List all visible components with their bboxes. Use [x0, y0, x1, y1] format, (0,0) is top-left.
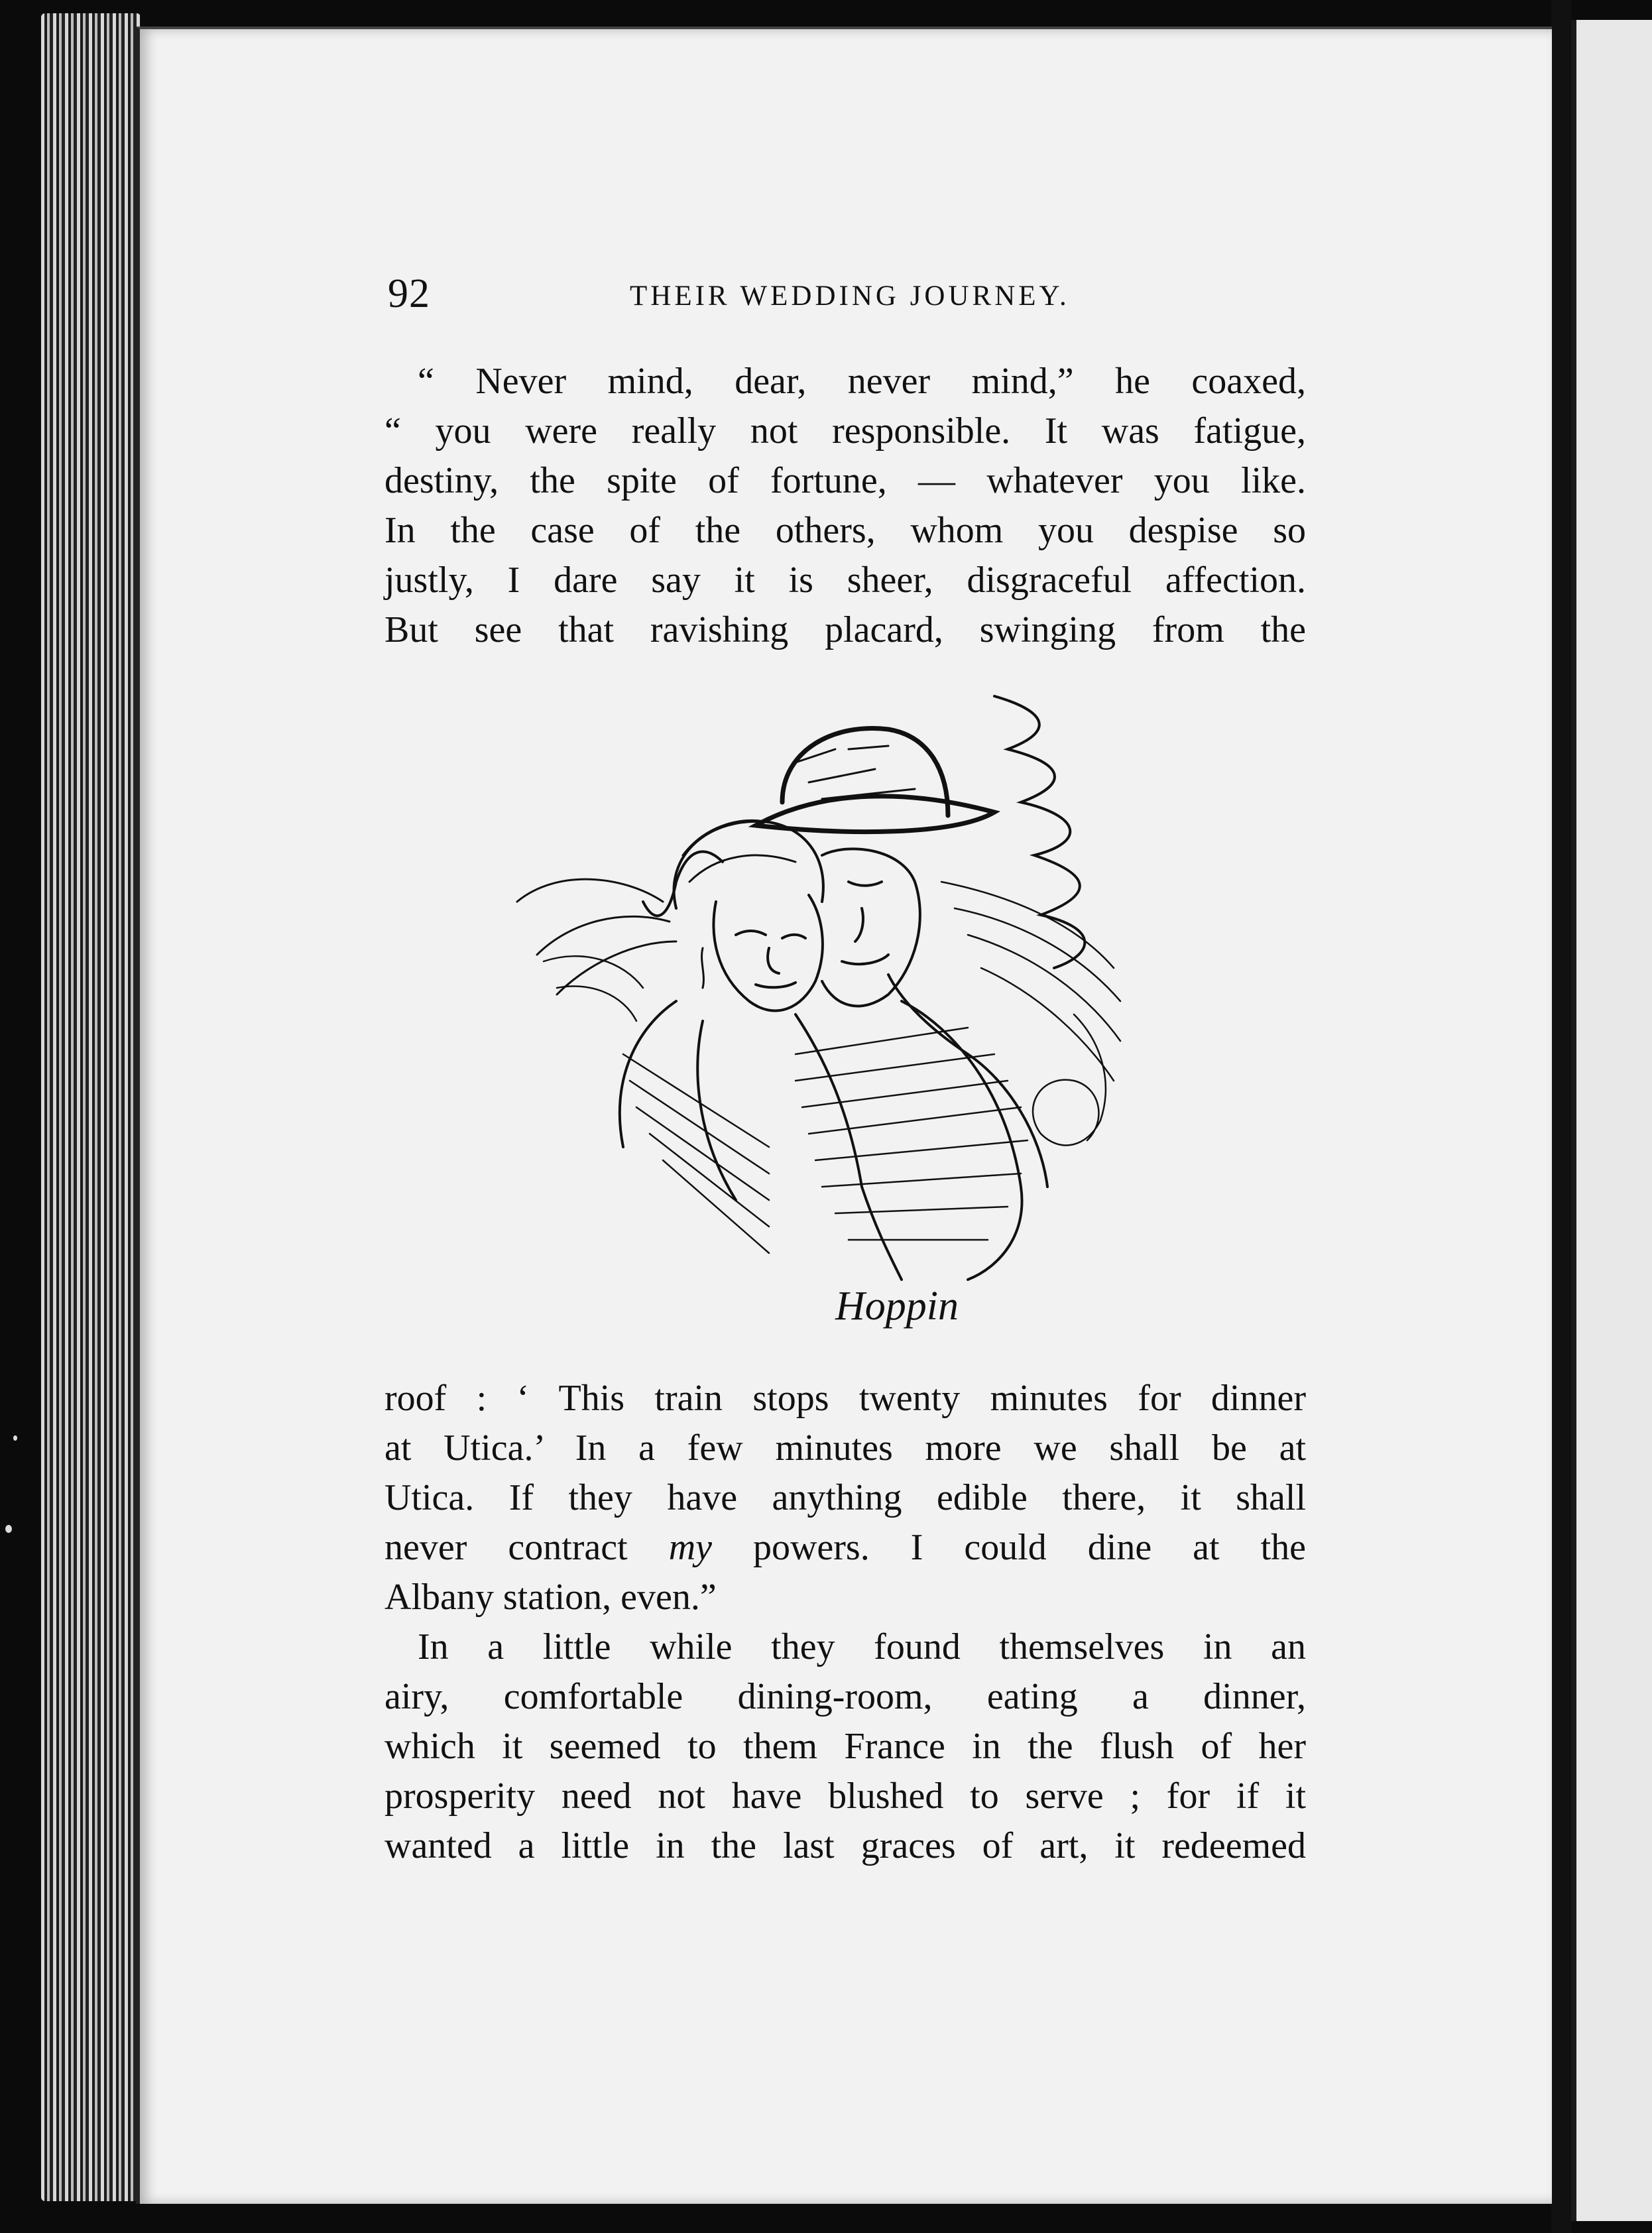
page-stack-edge: [41, 13, 141, 2201]
text-segment: never contract: [384, 1527, 669, 1568]
text-line: justly, I dare say it is sheer, disgraceful affection.: [384, 560, 1306, 601]
text-line: at Utica.’ In a few minutes more we shall be at: [384, 1427, 1306, 1469]
text-line: wanted a little in the last graces of art, it redeemed: [384, 1825, 1306, 1866]
page-header: [388, 271, 1339, 330]
paragraph-top: [384, 357, 1306, 655]
text-line: “ you were really not responsible. It was fatigue,: [384, 410, 1306, 452]
scan-speck: [5, 1525, 12, 1533]
text-line: Utica. If they have anything edible there, it shall: [384, 1477, 1306, 1518]
text-line: But see that ravishing placard, swinging from the: [384, 609, 1306, 650]
text-line: In the case of the others, whom you despise so: [384, 510, 1306, 551]
couple-engraving: [424, 683, 1260, 1353]
couple-engraving-drawing: [424, 683, 1260, 1353]
text-line: destiny, the spite of fortune, — whatever you like.: [384, 460, 1306, 501]
text-line-with-italic: [384, 1523, 1306, 1573]
scan-speck: [13, 1435, 17, 1441]
running-title: THEIR WEDDING JOURNEY.: [630, 280, 1070, 312]
text-line: which it seemed to them France in the flush of her: [384, 1726, 1306, 1767]
text-line: Albany station, even.”: [384, 1577, 717, 1618]
italic-word: my: [668, 1527, 712, 1568]
paragraph-bottom: [384, 1374, 1306, 1871]
text-line: roof : ‘ This train stops twenty minutes for dinner: [384, 1378, 1306, 1419]
text-line: prosperity need not have blushed to serve ; for if it: [384, 1776, 1306, 1817]
text-line: “ Never mind, dear, never mind,” he coaxed,: [418, 361, 1306, 402]
artist-signature: Hoppin: [835, 1284, 959, 1329]
text-segment: powers. I could dine at the: [711, 1527, 1306, 1568]
binding-gutter: [1551, 0, 1571, 2233]
facing-page-edge: [1571, 20, 1652, 2221]
text-line: In a little while they found themselves in an: [418, 1626, 1306, 1667]
page-number: 92: [388, 271, 430, 316]
text-line: airy, comfortable dining-room, eating a dinner,: [384, 1676, 1306, 1717]
